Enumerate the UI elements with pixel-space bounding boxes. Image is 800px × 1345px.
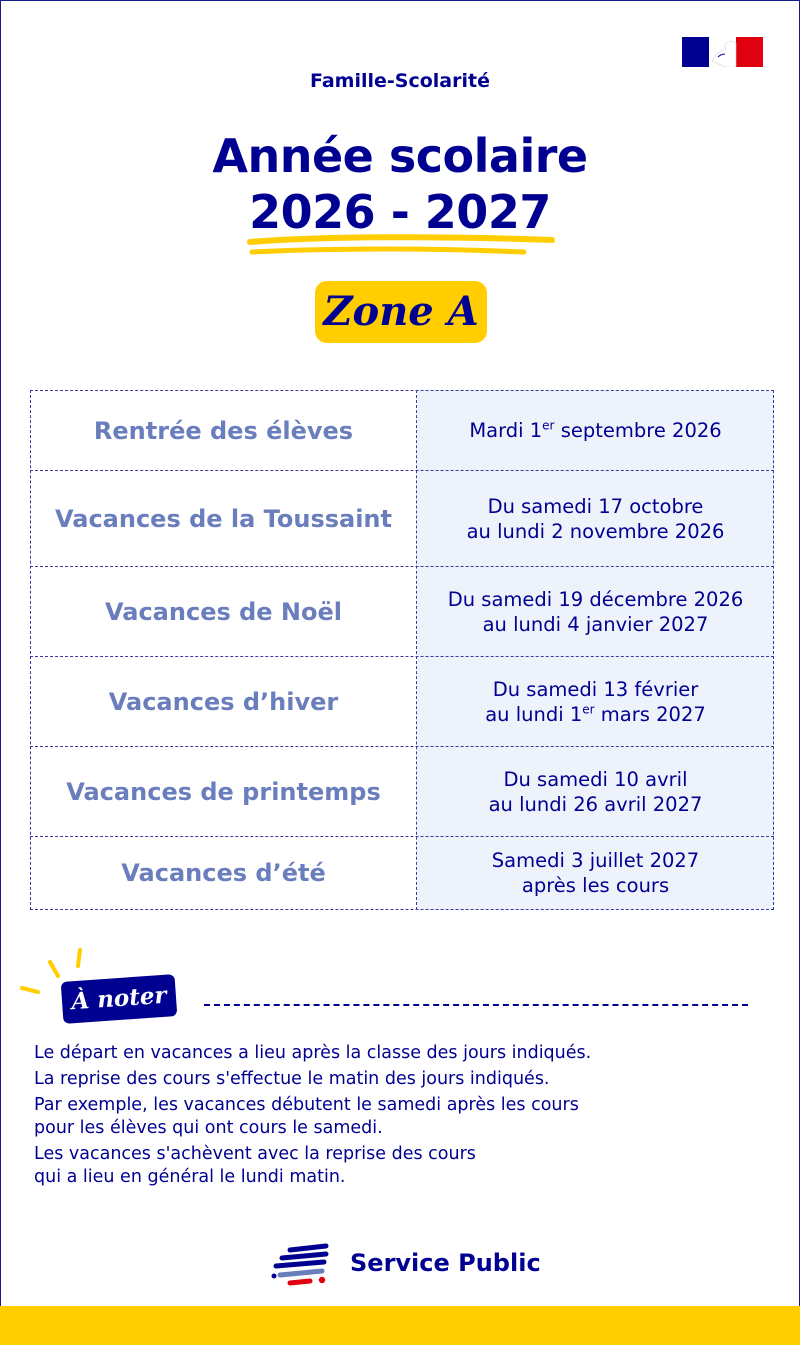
service-public-logo-icon xyxy=(270,1242,336,1288)
period-dates xyxy=(417,747,774,836)
date-line: au lundi 2 novembre 2026 xyxy=(466,519,725,543)
period-dates xyxy=(417,567,774,656)
date-line: Du samedi 10 avril xyxy=(503,767,688,791)
note-divider xyxy=(204,1004,748,1006)
period-label: Rentrée des élèves xyxy=(93,416,354,445)
page-title xyxy=(0,128,800,240)
date-line: après les cours xyxy=(521,874,670,897)
calendar-table xyxy=(30,390,774,910)
period-dates xyxy=(417,837,774,909)
period-label: Vacances de la Toussaint xyxy=(54,504,392,533)
date-line: Mardi 1er septembre 2026 xyxy=(469,418,722,442)
service-public-brand xyxy=(270,1242,540,1288)
yellow-underline-icon xyxy=(246,234,556,264)
period-label: Vacances d’été xyxy=(121,859,326,887)
category-label: Famille-Scolarité xyxy=(310,70,490,92)
date-line: au lundi 1er mars 2027 xyxy=(485,702,706,726)
table-row xyxy=(30,566,774,656)
note-paragraph: Les vacances s'achèvent avec la reprise des cours qui a lieu en général le lundi matin. xyxy=(34,1144,476,1187)
period-label: Vacances de Noël xyxy=(105,597,342,626)
table-border-left xyxy=(30,390,31,910)
table-row xyxy=(30,656,774,746)
zone-badge: Zone A xyxy=(315,281,487,343)
period-dates xyxy=(417,391,774,470)
note-paragraph: Par exemple, les vacances débutent le samedi après les cours pour les élèves qui ont cours le samedi. xyxy=(34,1095,579,1138)
table-border-right xyxy=(773,390,774,910)
date-line: Du samedi 13 février xyxy=(492,677,699,701)
table-row xyxy=(30,746,774,836)
date-line: Samedi 3 juillet 2027 xyxy=(491,849,700,872)
note-badge: À noter xyxy=(61,974,178,1024)
period-label: Vacances d’hiver xyxy=(108,687,339,716)
footer-bar xyxy=(0,1306,800,1345)
note-paragraph: Le départ en vacances a lieu après la classe des jours indiqués. xyxy=(34,1043,592,1063)
table-row xyxy=(30,390,774,470)
note-text xyxy=(34,1042,774,1192)
date-line: Du samedi 19 décembre 2026 xyxy=(447,587,744,611)
period-dates xyxy=(417,657,774,746)
title-line-2: 2026 - 2027 xyxy=(249,185,551,239)
brand-name: Service Public xyxy=(350,1249,541,1277)
table-divider xyxy=(416,390,417,910)
table-row xyxy=(30,470,774,566)
table-row xyxy=(30,836,774,910)
note-paragraph: La reprise des cours s'effectue le matin des jours indiqués. xyxy=(34,1069,550,1089)
date-line: au lundi 4 janvier 2027 xyxy=(482,612,709,636)
date-line: au lundi 26 avril 2027 xyxy=(488,792,703,816)
period-dates xyxy=(417,471,774,566)
republique-francaise-flag-icon xyxy=(682,37,763,67)
period-label: Vacances de printemps xyxy=(66,777,381,806)
title-line-1: Année scolaire xyxy=(212,129,588,183)
date-line: Du samedi 17 octobre xyxy=(487,494,704,518)
